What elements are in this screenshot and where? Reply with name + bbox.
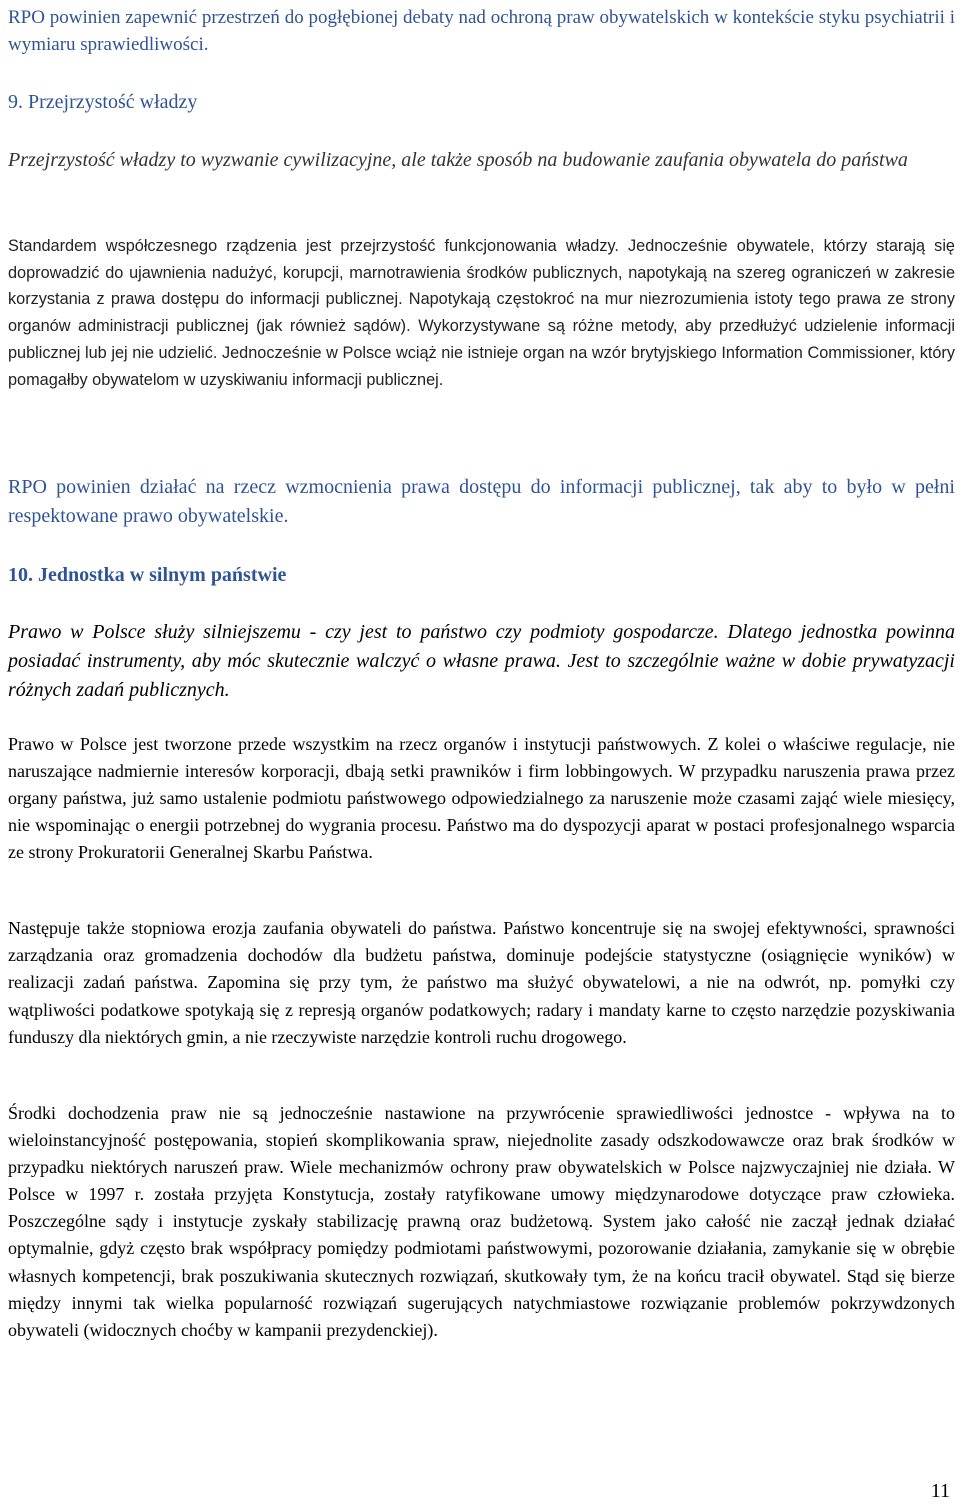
section-9-recommendation: RPO powinien działać na rzecz wzmocnienia prawa dostępu do informacji publicznej, tak aby to było w pełni respektowane prawo obywatelskie. [8, 476, 955, 527]
section-9-subtitle: Przejrzystość władzy to wyzwanie cywilizacyjne, ale także sposób na budowanie zaufania obywatela do państwa [8, 149, 908, 171]
page-number: 11 [930, 1480, 950, 1502]
section-10-paragraph-1: Prawo w Polsce jest tworzone przede wszystkim na rzecz organów i instytucji państwowych. Z kolei o właściwe regulacje, nie naruszające nadmiernie interesów korporacji, dbają setki prawników i firm lobbingowych. W przypadku naruszenia prawa przez organy państwa, już samo ustalenie podmiotu państwowego odpowiedzialnego za naruszenie może czasami zająć wiele miesięcy, nie wspominając o energii potrzebnej do wygrania procesu. Państwo ma do dyspozycji aparat w postaci profesjonalnego wsparcia ze strony Prokuratorii Generalnej Skarbu Państwa. [8, 734, 955, 863]
section-10-paragraph-3: Środki dochodzenia praw nie są jednocześnie nastawione na przywrócenie sprawiedliwości jednostce - wpływa na to wieloinstancyjność postępowania, stopień skomplikowania spraw, niejednolite zasady odszkodowawcze oraz brak środków w przypadku niektórych naruszeń praw. Wiele mechanizmów ochrony praw obywatelskich w Polsce najzwyczajniej nie działa. W Polsce w 1997 r. została przyjęta Konstytucja, zostały ratyfikowane umowy międzynarodowe dotyczące praw człowieka. Poszczególne sądy i instytucje zyskały stabilizację prawną oraz budżetową. System jako całość nie zaczął jednak działać optymalnie, gdyż często brak współpracy pomiędzy podmiotami państwowymi, pozorowanie działania, zamykanie się w obrębie własnych kompetencji, brak poszukiwania skutecznych rozwiązań, skutkowały tym, że na końcu tracił obywatel. Stąd się bierze między innymi tak wielka popularność rozwiązań sugerujących natychmiastowe rozwiązanie problemów pokrzywdzonych obywateli (widocznych choćby w kampanii prezydenckiej). [8, 1103, 955, 1340]
section-9-paragraph: Standardem współczesnego rządzenia jest przejrzystość funkcjonowania władzy. Jednocześnie obywatele, którzy starają się doprowadzić do ujawnienia nadużyć, korupcji, marnotrawienia środków publicznych, napotykają na szereg ograniczeń w zakresie korzystania z prawa dostępu do informacji publicznej. Napotykają częstokroć na mur niezrozumienia istoty tego prawa ze strony organów administracji publicznej (jak również sądów). Wykorzystywane są różne metody, aby przedłużyć udzielenie informacji publicznej lub jej nie udzielić. Jednocześnie w Polsce wciąż nie istnieje organ na wzór brytyjskiego Information Commissioner, który pomagałby obywatelom w uzyskiwaniu informacji publicznej. [8, 237, 955, 389]
recommendation-paragraph-8: RPO powinien zapewnić przestrzeń do pogłębionej debaty nad ochroną praw obywatelskich w kontekście styku psychiatrii i wymiaru sprawiedliwości. [8, 7, 955, 55]
section-9-heading: 9. Przejrzystość władzy [8, 91, 198, 113]
section-10-intro: Prawo w Polsce służy silniejszemu - czy jest to państwo czy podmioty gospodarcze. Dlatego jednostka powinna posiadać instrumenty, aby móc skutecznie walczyć o własne prawa. Jest to szczególnie ważne w dobie prywatyzacji różnych zadań publicznych. [8, 621, 955, 701]
section-10-heading: 10. Jednostka w silnym państwie [8, 564, 287, 586]
section-10-paragraph-2: Następuje także stopniowa erozja zaufania obywateli do państwa. Państwo koncentruje się na swojej efektywności, sprawności zarządzania oraz gromadzenia dochodów dla budżetu państwa, dominuje podejście statystyczne (osiągnięcie wyników) w realizacji zadań państwa. Zapomina się przy tym, że państwo ma służyć obywatelowi, a nie na odwrót, np. pomyłki czy wątpliwości podatkowe spotykają się z represją organów podatkowych; radary i mandaty karne to często narzędzie pozyskiwania funduszy dla niektórych gmin, a nie rzeczywiste narzędzie kontroli ruchu drogowego. [8, 918, 955, 1047]
